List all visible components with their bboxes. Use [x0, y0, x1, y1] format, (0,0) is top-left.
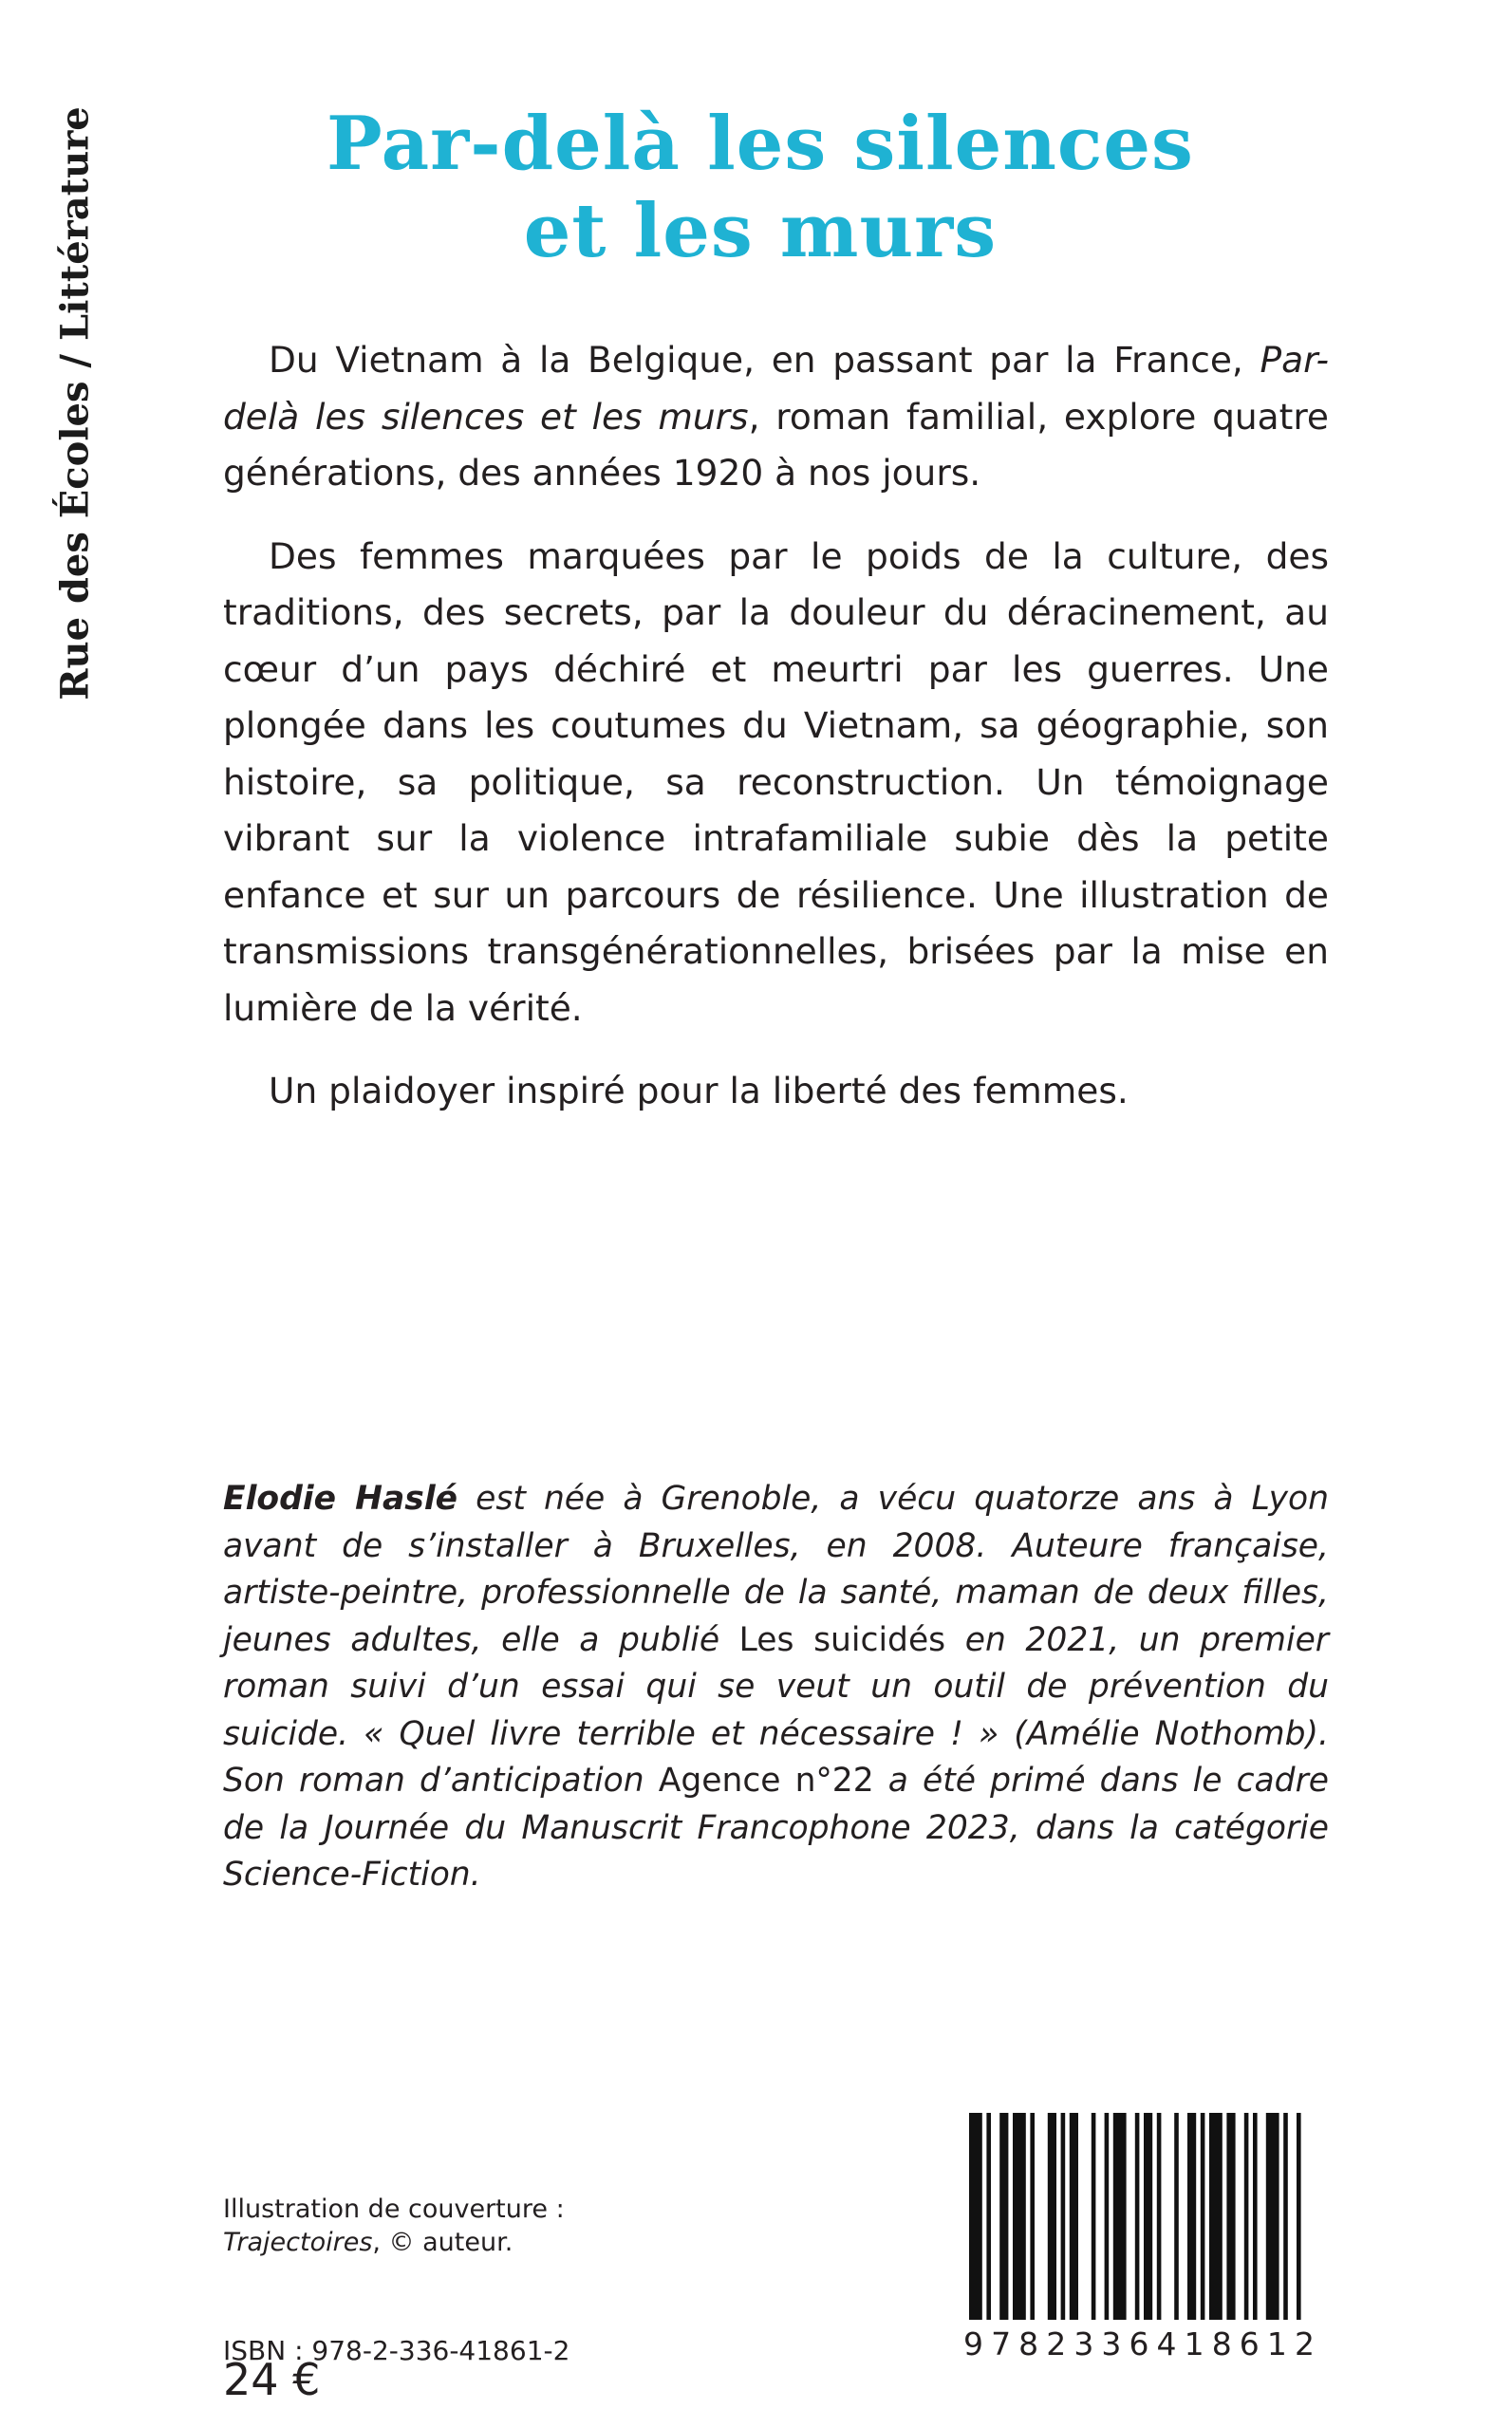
barcode-bar — [1244, 2113, 1249, 2320]
barcode-digit: 7 — [991, 2325, 1012, 2362]
bio-book-2: Agence n°22 — [658, 1762, 874, 1800]
barcode-bar — [1061, 2113, 1066, 2320]
bio-text-1: est née à Grenoble, a vécu quatorze ans à Lyon avant de s’installer à Bruxelles, en 2008. Auteure française, artiste-peintre, professionnelle de la santé, maman de deux filles, jeunes adultes, elle a publié — [223, 1480, 1329, 1659]
blurb-paragraph-3: Un plaidoyer inspiré pour la liberté des femmes. — [269, 1070, 1129, 1111]
barcode-bar — [986, 2113, 991, 2320]
barcode-bar — [1253, 2113, 1258, 2320]
barcode-bar — [1266, 2113, 1279, 2320]
barcode-bar — [1013, 2113, 1026, 2320]
bio-author-name: Elodie Haslé — [223, 1480, 458, 1518]
barcode-bar — [1105, 2113, 1110, 2320]
barcode-bar — [1297, 2113, 1301, 2320]
title-line-1: Par-delà les silences — [327, 101, 1194, 187]
bio-book-1: Les suicidés — [738, 1620, 946, 1659]
barcode-digit: 3 — [1101, 2325, 1122, 2362]
barcode-bar — [999, 2113, 1008, 2320]
barcode-bar — [1283, 2113, 1288, 2320]
barcode-bars — [963, 2113, 1315, 2322]
barcode-digit: 1 — [1184, 2325, 1204, 2362]
price: 24 € — [223, 2354, 321, 2405]
barcode-digit: 4 — [1156, 2325, 1177, 2362]
book-title — [224, 101, 1297, 275]
barcode-bar — [1144, 2113, 1152, 2320]
barcode-bar — [1030, 2113, 1035, 2320]
barcode-bar — [969, 2113, 982, 2320]
bio-text-3: a été primé dans le cadre de la Journée du Manuscrit Francophone 2023, dans la catégorie Science-Fiction. — [223, 1762, 1329, 1894]
spine-text: Rue des Écoles / Littérature — [52, 106, 98, 700]
barcode-digit: 6 — [1239, 2325, 1260, 2362]
blurb-paragraph-2: Des femmes marquées par le poids de la culture, des traditions, des secrets, par la douleur du déracinement, au cœur d’un pays déchiré et meurtri par les guerres. Une plongée dans les coutumes du Vietnam, sa géographie, son histoire, sa politique, sa reconstruction. Un témoignage vibrant sur la violence intrafamiliale subie dès la petite enfance et sur un parcours de résilience. Une illustration de transmissions transgénérationnelles, brisées par la mise en lumière de la vérité. — [223, 534, 1329, 1029]
barcode-digit: 2 — [1294, 2325, 1315, 2362]
isbn: ISBN : 978-2-336-41861-2 — [223, 2335, 570, 2366]
barcode-digit: 6 — [1129, 2325, 1149, 2362]
barcode-bar — [1187, 2113, 1196, 2320]
barcode-bar — [1135, 2113, 1140, 2320]
blurb — [223, 332, 1329, 1147]
barcode-digit: 2 — [1046, 2325, 1067, 2362]
author-bio — [223, 1476, 1329, 1899]
blurb-p1-title: Par-delà les silences et les murs — [223, 339, 1329, 438]
barcode-digit: 8 — [1211, 2325, 1232, 2362]
barcode — [963, 2113, 1315, 2367]
blurb-paragraph-1 — [223, 332, 1329, 502]
barcode-bar — [1070, 2113, 1078, 2320]
barcode-digit: 3 — [1073, 2325, 1094, 2362]
barcode-digit: 1 — [1266, 2325, 1287, 2362]
barcode-bar — [1092, 2113, 1096, 2320]
barcode-digits — [963, 2325, 1315, 2362]
barcode-digit: 9 — [963, 2325, 983, 2362]
cover-credit — [223, 2193, 565, 2259]
barcode-bar — [1209, 2113, 1223, 2320]
blurb-p1-end: , roman familial, explore quatre générations, des années 1920 à nos jours. — [223, 395, 1329, 494]
barcode-bar — [1157, 2113, 1162, 2320]
blurb-p1-start: Du Vietnam à la Belgique, en passant par la France, — [269, 339, 1260, 381]
barcode-digit: 8 — [1018, 2325, 1039, 2362]
barcode-bar — [1113, 2113, 1127, 2320]
barcode-bar — [1174, 2113, 1179, 2320]
credit-line-2 — [223, 2226, 565, 2259]
barcode-bar — [1226, 2113, 1235, 2320]
barcode-bar — [1048, 2113, 1056, 2320]
bio-text-2: en 2021, un premier roman suivi d’un essai qui se veut un outil de prévention du suicide. « Quel livre terrible et nécessaire ! » (Amélie Nothomb). Son roman d’anticipation — [223, 1620, 1329, 1800]
credit-artwork: Trajectoires — [223, 2228, 373, 2257]
credit-rest: , © auteur. — [372, 2228, 513, 2257]
barcode-bar — [1201, 2113, 1205, 2320]
title-line-2: et les murs — [523, 188, 998, 274]
credit-line-1: Illustration de couverture : — [223, 2194, 565, 2224]
spine-label — [42, 106, 108, 700]
